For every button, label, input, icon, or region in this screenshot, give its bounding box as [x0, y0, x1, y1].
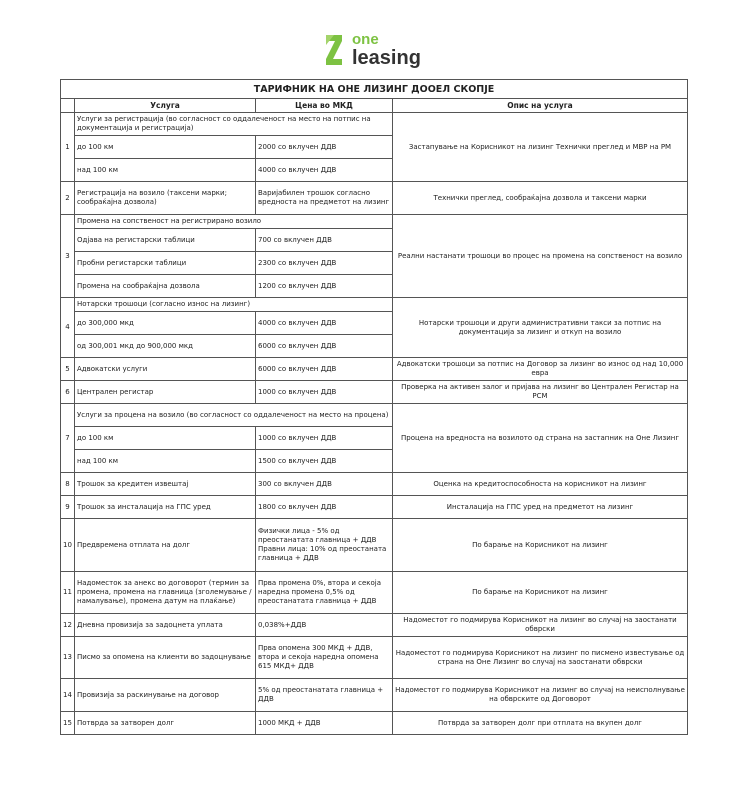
row-number: 8	[61, 473, 75, 496]
service-price: 1000 со вклучен ДДВ	[256, 427, 393, 450]
service-option: Пробни регистарски таблици	[75, 252, 256, 275]
row-number: 7	[61, 404, 75, 473]
table-row	[61, 496, 688, 519]
service-price: 1500 со вклучен ДДВ	[256, 450, 393, 473]
table-row	[61, 215, 688, 229]
row-number: 9	[61, 496, 75, 519]
service-group-title: Услуги за процена на возило (во согласност со оддалеченост на место на процена)	[75, 404, 393, 427]
service-price: 5% од преостанатата главница + ДДВ	[256, 679, 393, 712]
service-description: Потврда за затворен долг при отплата на вкупен долг	[393, 712, 688, 735]
row-number: 14	[61, 679, 75, 712]
service-price: 1800 со вклучен ДДВ	[256, 496, 393, 519]
table-row	[61, 113, 688, 136]
row-number: 13	[61, 637, 75, 679]
table-row	[61, 679, 688, 712]
logo-text-one: one	[352, 31, 379, 48]
table-row	[61, 381, 688, 404]
service-description: Застапување на Корисникот на лизинг Технички преглед и МВР на РМ	[393, 113, 688, 182]
service-option: над 100 км	[75, 450, 256, 473]
table-title: ТАРИФНИК НА ОНЕ ЛИЗИНГ ДООЕЛ СКОПЈЕ	[61, 80, 688, 99]
service-description: Нотарски трошоци и други административни такси за потпис на документација за лизинг и откуп на возило	[393, 298, 688, 358]
service-name: Потврда за затворен долг	[75, 712, 256, 735]
logo-text-leasing: leasing	[352, 47, 421, 69]
header-service: Услуга	[75, 99, 256, 113]
row-number: 12	[61, 614, 75, 637]
service-option: Одјава на регистарски таблици	[75, 229, 256, 252]
row-number: 2	[61, 182, 75, 215]
service-name: Провизија за раскинување на договор	[75, 679, 256, 712]
table-row	[61, 614, 688, 637]
service-price: Физички лица - 5% од преостанатата главница + ДДВ Правни лица: 10% од преостаната главница + ДДВ	[256, 519, 393, 572]
service-option: до 100 км	[75, 427, 256, 450]
service-option: до 100 км	[75, 136, 256, 159]
service-description: По барање на Корисникот на лизинг	[393, 572, 688, 614]
table-row	[61, 712, 688, 735]
service-description: Надоместот го подмирува Корисникот на лизинг во случај на неисполнување на обврските од Договорот	[393, 679, 688, 712]
header-price: Цена во МКД	[256, 99, 393, 113]
row-number: 6	[61, 381, 75, 404]
service-price: 1000 МКД + ДДВ	[256, 712, 393, 735]
service-price: 2000 со вклучен ДДВ	[256, 136, 393, 159]
table-row	[61, 519, 688, 572]
service-price: 1200 со вклучен ДДВ	[256, 275, 393, 298]
service-group-title: Услуги за регистрација (во согласност со оддалеченост на место на потпис на документација и регистрација)	[75, 113, 393, 136]
service-price: 4000 со вклучен ДДВ	[256, 159, 393, 182]
service-description: Надоместот го подмирува Корисникот на лизинг во случај на заостанати обврски	[393, 614, 688, 637]
row-number: 10	[61, 519, 75, 572]
service-price: Варијабилен трошок согласно вредноста на предметот на лизинг	[256, 182, 393, 215]
service-option: од 300,001 мкд до 900,000 мкд	[75, 335, 256, 358]
service-name: Трошок за кредитен извештај	[75, 473, 256, 496]
table-row	[61, 404, 688, 427]
service-name: Предвремена отплата на долг	[75, 519, 256, 572]
service-option: до 300,000 мкд	[75, 312, 256, 335]
service-name: Трошок за инсталација на ГПС уред	[75, 496, 256, 519]
service-price: 300 со вклучен ДДВ	[256, 473, 393, 496]
table-row	[61, 473, 688, 496]
table-row	[61, 637, 688, 679]
service-group-title: Промена на сопственост на регистрирано возило	[75, 215, 393, 229]
row-number: 11	[61, 572, 75, 614]
service-description: Реални настанати трошоци во процес на промена на сопственост на возило	[393, 215, 688, 298]
service-description: Технички преглед, сообраќајна дозвола и таксени марки	[393, 182, 688, 215]
service-price: 6000 со вклучен ДДВ	[256, 335, 393, 358]
row-number: 3	[61, 215, 75, 298]
table-row	[61, 358, 688, 381]
service-name: Адвокатски услуги	[75, 358, 256, 381]
service-price: 6000 со вклучен ДДВ	[256, 358, 393, 381]
service-description: Адвокатски трошоци за потпис на Договор за лизинг во износ од над 10,000 евра	[393, 358, 688, 381]
service-option: Промена на сообраќајна дозвола	[75, 275, 256, 298]
table-row	[61, 298, 688, 312]
service-price: 0,038%+ДДВ	[256, 614, 393, 637]
service-price: Прва промена 0%, втора и секоја наредна промена 0,5% од преостанатата главница + ДДВ	[256, 572, 393, 614]
service-price: 700 со вклучен ДДВ	[256, 229, 393, 252]
one-leasing-logo	[322, 30, 421, 70]
row-number: 4	[61, 298, 75, 358]
tariff-table	[60, 79, 688, 735]
service-name: Централен регистар	[75, 381, 256, 404]
service-group-title: Нотарски трошоци (согласно износ на лизинг)	[75, 298, 393, 312]
service-name: Надоместок за анекс во договорот (термин за промена, промена на главница (зголемување / намалување), промена датум на плаќање)	[75, 572, 256, 614]
table-row	[61, 572, 688, 614]
service-price: 4000 со вклучен ДДВ	[256, 312, 393, 335]
row-number: 1	[61, 113, 75, 182]
service-price: 1000 со вклучен ДДВ	[256, 381, 393, 404]
service-option: над 100 км	[75, 159, 256, 182]
service-price: 2300 со вклучен ДДВ	[256, 252, 393, 275]
service-name: Дневна провизија за задоцнета уплата	[75, 614, 256, 637]
service-name: Писмо за опомена на клиенти во задоцнување	[75, 637, 256, 679]
service-name: Регистрација на возило (таксени марки; сообраќајна дозвола)	[75, 182, 256, 215]
service-description: Инсталација на ГПС уред на предметот на лизинг	[393, 496, 688, 519]
service-description: Проверка на активен залог и пријава на лизинг во Централен Регистар на РСМ	[393, 381, 688, 404]
service-price: Прва опомена 300 МКД + ДДВ, втора и секоја наредна опомена 615 МКД+ ДДВ	[256, 637, 393, 679]
leaf-logo-icon	[322, 33, 346, 67]
service-description: Процена на вредноста на возилото од страна на застапник на Оне Лизинг	[393, 404, 688, 473]
row-number: 5	[61, 358, 75, 381]
table-row	[61, 182, 688, 215]
service-description: Надоместот го подмирува Корисникот на лизинг по писмено известување од страна на Оне Лизинг во случај на заостанати обврски	[393, 637, 688, 679]
row-number: 15	[61, 712, 75, 735]
service-description: По барање на Корисникот на лизинг	[393, 519, 688, 572]
service-description: Оценка на кредитоспособноста на корисникот на лизинг	[393, 473, 688, 496]
header-number	[61, 99, 75, 113]
header-description: Опис на услуга	[393, 99, 688, 113]
